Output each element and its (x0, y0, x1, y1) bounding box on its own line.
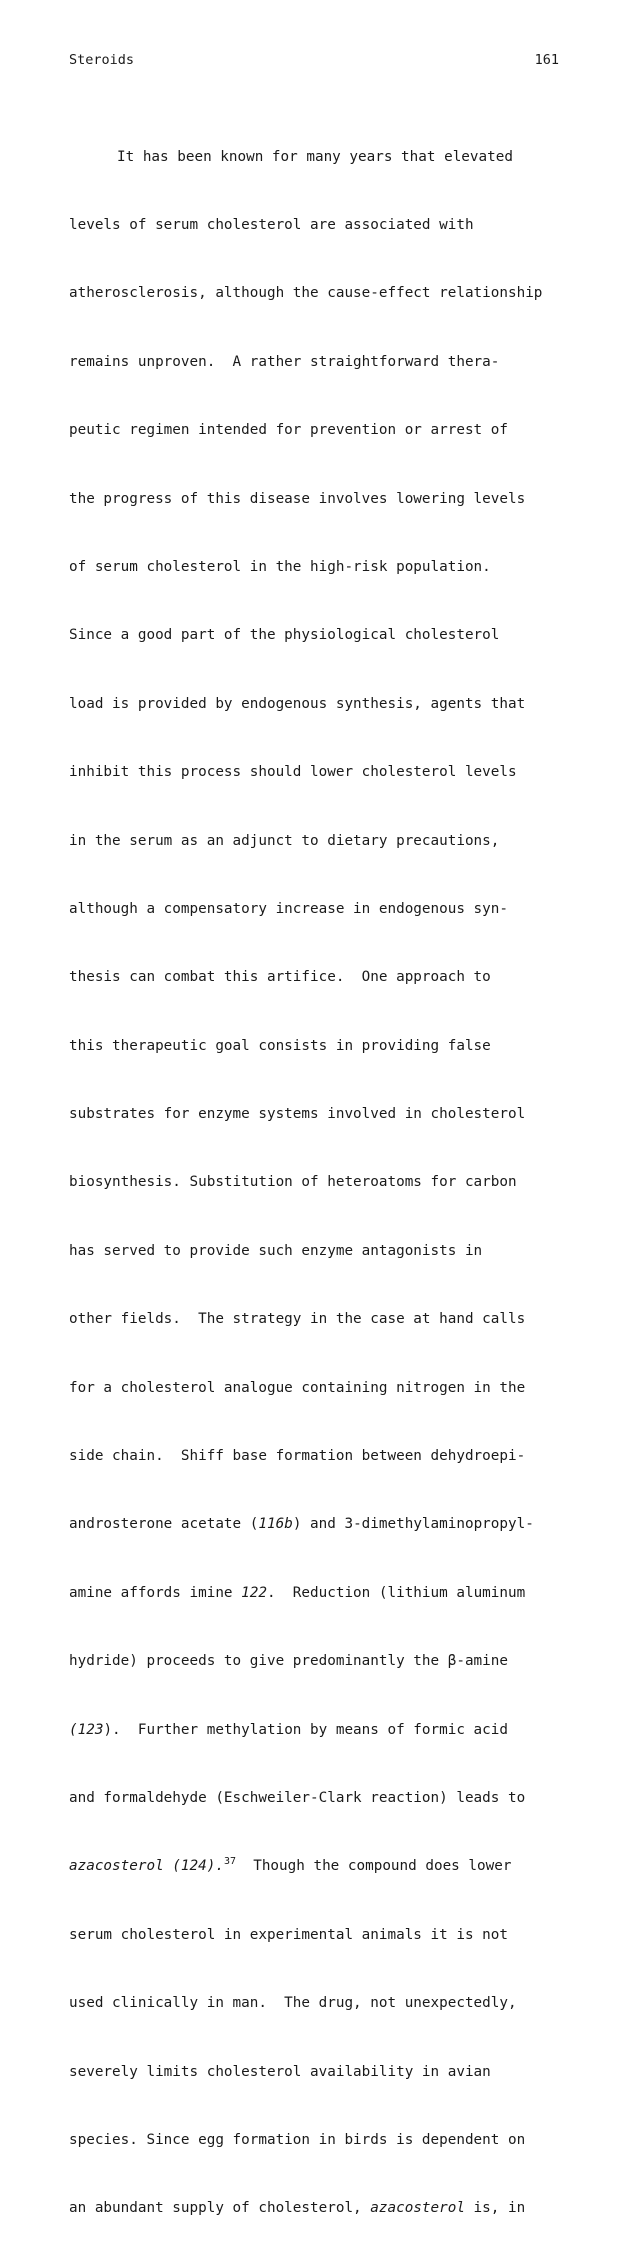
text-line: thesis can combat this artifice. One approach to (69, 969, 491, 986)
text-line: side chain. Shiff base formation between dehydroepi- (69, 1448, 526, 1465)
drug-name: azacosterol (69, 1858, 164, 1875)
text-line: atherosclerosis, although the cause-effect relationship (69, 285, 543, 302)
compound-reference: 124 (180, 1858, 207, 1875)
text-line: load is provided by endogenous synthesis, agents that (69, 695, 526, 712)
text-line: hydride) proceeds to give predominantly the β-amine (69, 1653, 508, 1670)
text-line: of serum cholesterol in the high-risk population. (69, 558, 491, 575)
line-text: ( (69, 1721, 78, 1738)
text-line (69, 2197, 584, 2220)
line-text: ( (163, 1858, 181, 1875)
text-line: in the serum as an adjunct to dietary precautions, (69, 832, 500, 849)
compound-reference: 116b (258, 1516, 293, 1533)
running-title: Steroids (69, 52, 135, 68)
text-line: Since a good part of the physiological cholesterol (69, 627, 500, 644)
drug-name: azacosterol (370, 2200, 465, 2217)
line-text: an abundant supply of cholesterol, (69, 2200, 371, 2217)
compound-reference: 122 (241, 1584, 267, 1601)
text-line: for a cholesterol analogue containing nitrogen in the (69, 1379, 526, 1396)
text-line (69, 1513, 584, 1536)
text-line: has served to provide such enzyme antagonists in (69, 1242, 483, 1259)
text-line: severely limits cholesterol availability in avian (69, 2063, 491, 2080)
text-line: used clinically in man. The drug, not unexpectedly, (69, 1995, 517, 2012)
line-text: ). Further methylation by means of formic acid (103, 1721, 508, 1738)
compound-reference: 123 (77, 1721, 104, 1738)
line-text: ). (206, 1858, 224, 1875)
text-line: It has been known for many years that elevated (117, 148, 513, 165)
text-line (69, 1582, 584, 1605)
line-text: . Reduction (lithium aluminum (266, 1584, 526, 1601)
text-line: biosynthesis. Substitution of heteroatoms for carbon (69, 1174, 517, 1191)
line-text: ) and 3-dimethylaminopropyl- (292, 1516, 534, 1533)
text-line: remains unproven. A rather straightforward thera- (69, 353, 500, 370)
text-line: the progress of this disease involves lowering levels (69, 490, 526, 507)
footnote-marker: 37 (223, 1856, 236, 1868)
text-line: serum cholesterol in experimental animals it is not (69, 1926, 508, 1943)
text-line: and formaldehyde (Eschweiler-Clark reaction) leads to (69, 1789, 526, 1806)
body-paragraph (69, 100, 584, 2266)
line-text: is, in (464, 2200, 526, 2217)
text-line (69, 1719, 584, 1742)
text-line (69, 1855, 584, 1878)
text-line: inhibit this process should lower cholesterol levels (69, 764, 517, 781)
text-line: peutic regimen intended for prevention or arrest of (69, 422, 508, 439)
text-line: levels of serum cholesterol are associated with (69, 216, 474, 233)
text-line: this therapeutic goal consists in providing false (69, 1037, 491, 1054)
running-header (69, 52, 559, 72)
text-line: species. Since egg formation in birds is dependent on (69, 2131, 526, 2148)
page-number: 161 (534, 52, 559, 68)
text-line: although a compensatory increase in endogenous syn- (69, 900, 508, 917)
text-line: other fields. The strategy in the case at hand calls (69, 1311, 526, 1328)
line-text: Though the compound does lower (236, 1858, 512, 1875)
line-text: amine affords imine (69, 1584, 242, 1601)
line-text: androsterone acetate ( (69, 1516, 259, 1533)
text-line: substrates for enzyme systems involved in cholesterol (69, 1106, 526, 1123)
